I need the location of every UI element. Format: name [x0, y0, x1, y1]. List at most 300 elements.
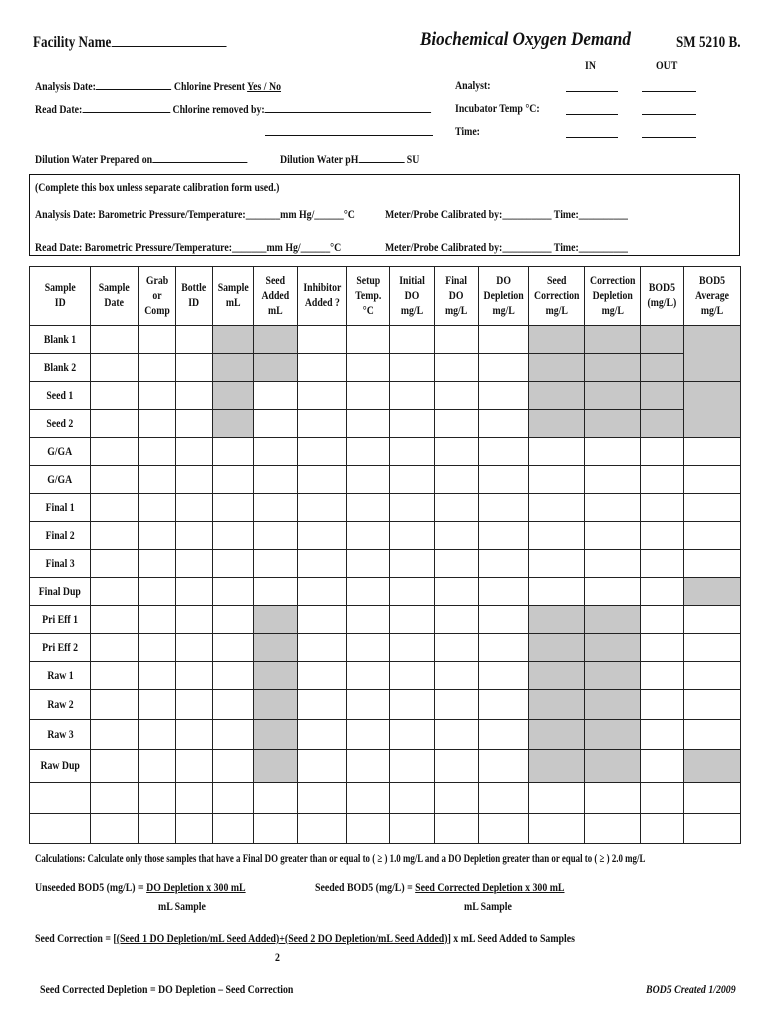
data-cell[interactable] — [641, 606, 684, 634]
data-cell[interactable] — [479, 410, 529, 438]
data-cell[interactable] — [641, 720, 684, 750]
data-cell — [641, 354, 684, 382]
data-cell[interactable] — [176, 550, 213, 578]
data-cell[interactable] — [347, 382, 390, 410]
data-cell[interactable] — [390, 550, 435, 578]
analyst-label: Analyst: — [455, 78, 491, 92]
data-cell[interactable] — [91, 578, 139, 606]
data-cell[interactable] — [479, 634, 529, 662]
sample-id-cell: Final 1 — [30, 494, 91, 522]
data-cell[interactable] — [435, 814, 479, 844]
data-cell[interactable] — [298, 578, 347, 606]
analysis-meter-calibrated[interactable]: Meter/Probe Calibrated by:__________ Time:__________ — [385, 207, 628, 221]
data-cell[interactable] — [176, 578, 213, 606]
data-cell — [254, 326, 298, 354]
data-cell[interactable] — [347, 326, 390, 354]
data-cell[interactable] — [298, 382, 347, 410]
data-cell[interactable] — [91, 494, 139, 522]
data-cell[interactable] — [139, 606, 176, 634]
data-cell[interactable] — [254, 783, 298, 814]
data-cell[interactable] — [254, 814, 298, 844]
data-cell — [529, 410, 585, 438]
data-cell[interactable] — [347, 410, 390, 438]
data-cell[interactable] — [176, 690, 213, 720]
data-cell[interactable] — [479, 438, 529, 466]
data-cell — [529, 720, 585, 750]
data-cell[interactable] — [347, 354, 390, 382]
data-cell — [213, 326, 254, 354]
data-cell[interactable] — [585, 466, 641, 494]
sample-id-cell — [30, 783, 91, 814]
data-cell[interactable] — [213, 750, 254, 783]
data-cell[interactable] — [390, 382, 435, 410]
data-cell[interactable] — [298, 550, 347, 578]
data-cell[interactable] — [347, 662, 390, 690]
data-cell[interactable] — [176, 354, 213, 382]
data-cell[interactable] — [479, 382, 529, 410]
read-barometric-row[interactable]: Read Date: Barometric Pressure/Temperature:_______mm Hg/______°C — [35, 240, 342, 254]
column-header: Bottle ID — [176, 267, 213, 326]
unseeded-formula: Unseeded BOD5 (mg/L) = DO Depletion x 300 mL — [35, 880, 246, 894]
data-cell[interactable] — [435, 720, 479, 750]
data-cell[interactable] — [479, 494, 529, 522]
data-cell[interactable] — [139, 410, 176, 438]
data-cell[interactable] — [347, 522, 390, 550]
data-cell[interactable] — [347, 783, 390, 814]
data-cell[interactable] — [529, 550, 585, 578]
data-cell[interactable] — [347, 750, 390, 783]
data-cell — [585, 750, 641, 783]
data-cell[interactable] — [176, 750, 213, 783]
data-cell[interactable] — [176, 410, 213, 438]
data-cell[interactable] — [684, 690, 741, 720]
sample-id-cell: Blank 2 — [30, 354, 91, 382]
data-cell[interactable] — [347, 494, 390, 522]
data-cell — [585, 382, 641, 410]
time-in-field[interactable] — [566, 137, 618, 138]
data-cell[interactable] — [684, 783, 741, 814]
dilution-prepared-field[interactable]: Dilution Water Prepared on — [35, 151, 247, 167]
data-cell[interactable] — [641, 494, 684, 522]
data-cell[interactable] — [479, 690, 529, 720]
data-cell[interactable] — [390, 634, 435, 662]
data-cell[interactable] — [176, 814, 213, 844]
data-cell — [254, 606, 298, 634]
data-cell[interactable] — [585, 814, 641, 844]
col-in-label: IN — [585, 58, 596, 72]
data-cell[interactable] — [435, 578, 479, 606]
data-cell[interactable] — [684, 522, 741, 550]
data-cell[interactable] — [479, 783, 529, 814]
data-cell[interactable] — [139, 494, 176, 522]
data-cell — [254, 690, 298, 720]
analyst-in-field[interactable] — [566, 91, 618, 92]
column-header: DO Depletion mg/L — [479, 267, 529, 326]
data-cell[interactable] — [684, 494, 741, 522]
data-cell[interactable] — [298, 438, 347, 466]
data-cell[interactable] — [139, 354, 176, 382]
data-cell[interactable] — [585, 783, 641, 814]
col-out-label: OUT — [656, 58, 678, 72]
data-cell[interactable] — [390, 690, 435, 720]
method-reference: SM 5210 B. — [676, 34, 741, 51]
data-cell[interactable] — [298, 720, 347, 750]
data-cell[interactable] — [641, 438, 684, 466]
table-row — [30, 466, 741, 494]
data-cell — [585, 690, 641, 720]
read-meter-calibrated[interactable]: Meter/Probe Calibrated by:__________ Time:__________ — [385, 240, 628, 254]
data-cell[interactable] — [479, 326, 529, 354]
incubator-in-field[interactable] — [566, 114, 618, 115]
data-cell[interactable] — [435, 382, 479, 410]
data-cell[interactable] — [298, 354, 347, 382]
data-cell[interactable] — [91, 662, 139, 690]
data-cell[interactable] — [479, 814, 529, 844]
data-cell[interactable] — [641, 466, 684, 494]
data-cell[interactable] — [91, 522, 139, 550]
data-cell[interactable] — [176, 438, 213, 466]
data-cell[interactable] — [390, 783, 435, 814]
data-cell[interactable] — [91, 354, 139, 382]
data-cell[interactable] — [390, 750, 435, 783]
column-header: BOD5 (mg/L) — [641, 267, 684, 326]
data-cell[interactable] — [347, 634, 390, 662]
read-date-field[interactable]: Read Date: Chlorine removed by: — [35, 101, 431, 117]
data-cell[interactable] — [139, 578, 176, 606]
data-cell[interactable] — [390, 720, 435, 750]
data-cell[interactable] — [641, 634, 684, 662]
facility-name-field[interactable] — [33, 34, 269, 52]
data-cell[interactable] — [213, 466, 254, 494]
data-cell[interactable] — [684, 606, 741, 634]
data-cell[interactable] — [254, 550, 298, 578]
data-cell[interactable] — [139, 634, 176, 662]
data-cell[interactable] — [139, 750, 176, 783]
data-cell[interactable] — [176, 662, 213, 690]
data-cell[interactable] — [529, 783, 585, 814]
data-cell[interactable] — [139, 783, 176, 814]
data-cell[interactable] — [176, 720, 213, 750]
table-row — [30, 814, 741, 844]
data-cell[interactable] — [390, 410, 435, 438]
data-cell[interactable] — [585, 494, 641, 522]
data-cell[interactable] — [91, 783, 139, 814]
data-cell[interactable] — [298, 410, 347, 438]
seed-correction-formula: Seed Correction = [(Seed 1 DO Depletion/mL Seed Added)+(Seed 2 DO Depletion/mL Seed Added)] x mL Seed Added to Samples — [35, 931, 575, 945]
data-cell — [585, 326, 641, 354]
analyst-out-field[interactable] — [642, 91, 696, 92]
data-cell[interactable] — [254, 438, 298, 466]
data-cell[interactable] — [435, 326, 479, 354]
sample-id-cell: Pri Eff 2 — [30, 634, 91, 662]
data-cell — [585, 606, 641, 634]
data-cell[interactable] — [254, 382, 298, 410]
data-cell[interactable] — [390, 522, 435, 550]
data-cell[interactable] — [254, 410, 298, 438]
data-cell[interactable] — [529, 438, 585, 466]
data-cell[interactable] — [254, 578, 298, 606]
data-cell[interactable] — [390, 814, 435, 844]
data-cell[interactable] — [435, 354, 479, 382]
data-cell[interactable] — [213, 550, 254, 578]
data-cell[interactable] — [139, 522, 176, 550]
data-cell[interactable] — [254, 522, 298, 550]
data-cell[interactable] — [298, 750, 347, 783]
data-cell — [529, 606, 585, 634]
data-cell — [254, 354, 298, 382]
data-cell[interactable] — [91, 750, 139, 783]
table-row — [30, 750, 741, 783]
data-cell[interactable] — [684, 662, 741, 690]
data-cell[interactable] — [390, 438, 435, 466]
data-cell[interactable] — [91, 382, 139, 410]
seed-corrected-depletion: Seed Corrected Depletion = DO Depletion – Seed Correction — [40, 982, 294, 996]
data-cell — [254, 662, 298, 690]
data-cell[interactable] — [479, 720, 529, 750]
column-header: Correction Depletion mg/L — [585, 267, 641, 326]
sample-id-cell: Raw 2 — [30, 690, 91, 720]
data-cell[interactable] — [176, 326, 213, 354]
data-cell[interactable] — [529, 578, 585, 606]
data-cell[interactable] — [298, 634, 347, 662]
data-cell[interactable] — [479, 750, 529, 783]
data-cell[interactable] — [347, 550, 390, 578]
data-cell[interactable] — [479, 354, 529, 382]
data-cell — [254, 634, 298, 662]
time-out-field[interactable] — [642, 137, 696, 138]
data-cell[interactable] — [91, 550, 139, 578]
data-cell[interactable] — [298, 662, 347, 690]
column-header: Seed Added mL — [254, 267, 298, 326]
data-cell[interactable] — [529, 494, 585, 522]
data-cell[interactable] — [213, 720, 254, 750]
analysis-date-field[interactable]: Analysis Date: Chlorine Present Yes / No — [35, 79, 282, 93]
data-cell[interactable] — [435, 410, 479, 438]
data-cell[interactable] — [479, 662, 529, 690]
data-cell[interactable] — [435, 494, 479, 522]
created-note: BOD5 Created 1/2009 — [646, 982, 736, 996]
sample-id-cell — [30, 814, 91, 844]
data-cell[interactable] — [641, 814, 684, 844]
data-cell[interactable] — [390, 494, 435, 522]
data-cell[interactable] — [390, 354, 435, 382]
data-cell[interactable] — [91, 466, 139, 494]
data-cell[interactable] — [213, 690, 254, 720]
data-cell[interactable] — [435, 662, 479, 690]
data-cell[interactable] — [585, 550, 641, 578]
data-cell[interactable] — [176, 466, 213, 494]
data-cell[interactable] — [435, 606, 479, 634]
table-row — [30, 783, 741, 814]
sample-id-cell: Final 3 — [30, 550, 91, 578]
data-cell[interactable] — [435, 634, 479, 662]
data-cell[interactable] — [585, 522, 641, 550]
data-cell[interactable] — [684, 326, 741, 382]
data-cell[interactable] — [479, 466, 529, 494]
data-cell[interactable] — [91, 720, 139, 750]
data-cell[interactable] — [139, 690, 176, 720]
data-cell — [529, 634, 585, 662]
data-cell — [529, 662, 585, 690]
data-cell — [254, 750, 298, 783]
data-cell[interactable] — [213, 438, 254, 466]
data-cell[interactable] — [347, 814, 390, 844]
data-cell[interactable] — [390, 662, 435, 690]
data-cell[interactable] — [213, 662, 254, 690]
data-cell[interactable] — [213, 814, 254, 844]
bod-data-table — [29, 266, 741, 844]
data-cell — [585, 410, 641, 438]
data-cell[interactable] — [641, 690, 684, 720]
data-cell[interactable] — [585, 438, 641, 466]
data-cell[interactable] — [479, 578, 529, 606]
column-header: Sample mL — [213, 267, 254, 326]
data-cell[interactable] — [91, 326, 139, 354]
data-cell[interactable] — [347, 466, 390, 494]
data-cell[interactable] — [479, 522, 529, 550]
data-cell[interactable] — [298, 783, 347, 814]
data-cell[interactable] — [298, 606, 347, 634]
data-cell — [529, 690, 585, 720]
data-cell[interactable] — [176, 382, 213, 410]
data-cell[interactable] — [479, 550, 529, 578]
data-cell — [585, 720, 641, 750]
data-cell[interactable] — [213, 606, 254, 634]
data-cell[interactable] — [435, 438, 479, 466]
data-cell[interactable] — [641, 750, 684, 783]
data-cell[interactable] — [298, 522, 347, 550]
data-cell[interactable] — [641, 578, 684, 606]
data-cell[interactable] — [435, 783, 479, 814]
data-cell[interactable] — [213, 494, 254, 522]
column-header: Inhibitor Added ? — [298, 267, 347, 326]
sample-id-cell: Raw Dup — [30, 750, 91, 783]
data-cell[interactable] — [298, 326, 347, 354]
data-cell[interactable] — [176, 494, 213, 522]
data-cell[interactable] — [139, 550, 176, 578]
unseeded-denominator: mL Sample — [158, 899, 206, 913]
data-cell[interactable] — [254, 494, 298, 522]
data-cell[interactable] — [684, 382, 741, 438]
sample-id-cell: Blank 1 — [30, 326, 91, 354]
data-cell[interactable] — [176, 783, 213, 814]
table-row — [30, 410, 741, 438]
data-cell[interactable] — [298, 690, 347, 720]
data-cell[interactable] — [139, 438, 176, 466]
data-cell — [529, 382, 585, 410]
data-cell[interactable] — [91, 814, 139, 844]
data-cell[interactable] — [684, 634, 741, 662]
data-cell[interactable] — [254, 466, 298, 494]
data-cell[interactable] — [435, 750, 479, 783]
data-cell[interactable] — [585, 578, 641, 606]
data-cell[interactable] — [91, 634, 139, 662]
data-cell — [684, 578, 741, 606]
data-cell[interactable] — [529, 814, 585, 844]
data-cell — [213, 410, 254, 438]
data-cell[interactable] — [390, 606, 435, 634]
data-cell[interactable] — [684, 814, 741, 844]
table-row — [30, 354, 741, 382]
data-cell[interactable] — [684, 550, 741, 578]
seeded-denominator: mL Sample — [464, 899, 512, 913]
data-cell[interactable] — [435, 522, 479, 550]
table-row — [30, 720, 741, 750]
data-cell[interactable] — [390, 326, 435, 354]
data-cell[interactable] — [347, 690, 390, 720]
data-cell[interactable] — [641, 522, 684, 550]
seed-correction-denominator: 2 — [275, 950, 280, 964]
chlorine-removed-line2[interactable] — [265, 135, 433, 136]
data-cell[interactable] — [684, 720, 741, 750]
data-cell[interactable] — [641, 550, 684, 578]
column-header: BOD5 Average mg/L — [684, 267, 741, 326]
data-cell[interactable] — [390, 578, 435, 606]
data-cell[interactable] — [347, 606, 390, 634]
data-cell[interactable] — [91, 606, 139, 634]
data-cell — [641, 326, 684, 354]
data-cell[interactable] — [529, 466, 585, 494]
incubator-out-field[interactable] — [642, 114, 696, 115]
table-row — [30, 522, 741, 550]
data-cell[interactable] — [641, 783, 684, 814]
data-cell[interactable] — [435, 690, 479, 720]
dilution-ph-field[interactable]: Dilution Water pH SU — [280, 152, 420, 166]
column-header: Initial DO mg/L — [390, 267, 435, 326]
data-cell[interactable] — [390, 466, 435, 494]
data-cell[interactable] — [139, 326, 176, 354]
data-cell[interactable] — [213, 783, 254, 814]
column-header: Sample ID — [30, 267, 91, 326]
data-cell[interactable] — [176, 606, 213, 634]
data-cell[interactable] — [139, 466, 176, 494]
data-cell[interactable] — [435, 550, 479, 578]
data-cell[interactable] — [91, 438, 139, 466]
data-cell[interactable] — [176, 634, 213, 662]
data-cell[interactable] — [479, 606, 529, 634]
data-cell[interactable] — [213, 634, 254, 662]
data-cell[interactable] — [641, 662, 684, 690]
data-cell[interactable] — [139, 814, 176, 844]
data-cell[interactable] — [684, 438, 741, 466]
data-cell[interactable] — [91, 410, 139, 438]
data-cell[interactable] — [213, 522, 254, 550]
data-cell[interactable] — [139, 382, 176, 410]
data-cell[interactable] — [298, 466, 347, 494]
chlorine-present-options[interactable]: Yes / No — [247, 79, 282, 93]
time-label: Time: — [455, 124, 480, 138]
data-cell[interactable] — [435, 466, 479, 494]
table-row — [30, 662, 741, 690]
sample-id-cell: Raw 3 — [30, 720, 91, 750]
data-cell — [529, 326, 585, 354]
data-cell[interactable] — [347, 720, 390, 750]
data-cell[interactable] — [684, 466, 741, 494]
data-cell — [213, 354, 254, 382]
data-cell[interactable] — [529, 522, 585, 550]
data-cell[interactable] — [347, 438, 390, 466]
data-cell[interactable] — [139, 662, 176, 690]
data-cell[interactable] — [347, 578, 390, 606]
data-cell[interactable] — [139, 720, 176, 750]
chlorine-removed-label: Chlorine removed by: — [172, 102, 265, 116]
data-cell[interactable] — [176, 522, 213, 550]
data-cell[interactable] — [298, 814, 347, 844]
analysis-barometric-row[interactable]: Analysis Date: Barometric Pressure/Temperature:_______mm Hg/______°C — [35, 207, 355, 221]
data-cell[interactable] — [298, 494, 347, 522]
data-cell[interactable] — [213, 578, 254, 606]
data-cell[interactable] — [91, 690, 139, 720]
